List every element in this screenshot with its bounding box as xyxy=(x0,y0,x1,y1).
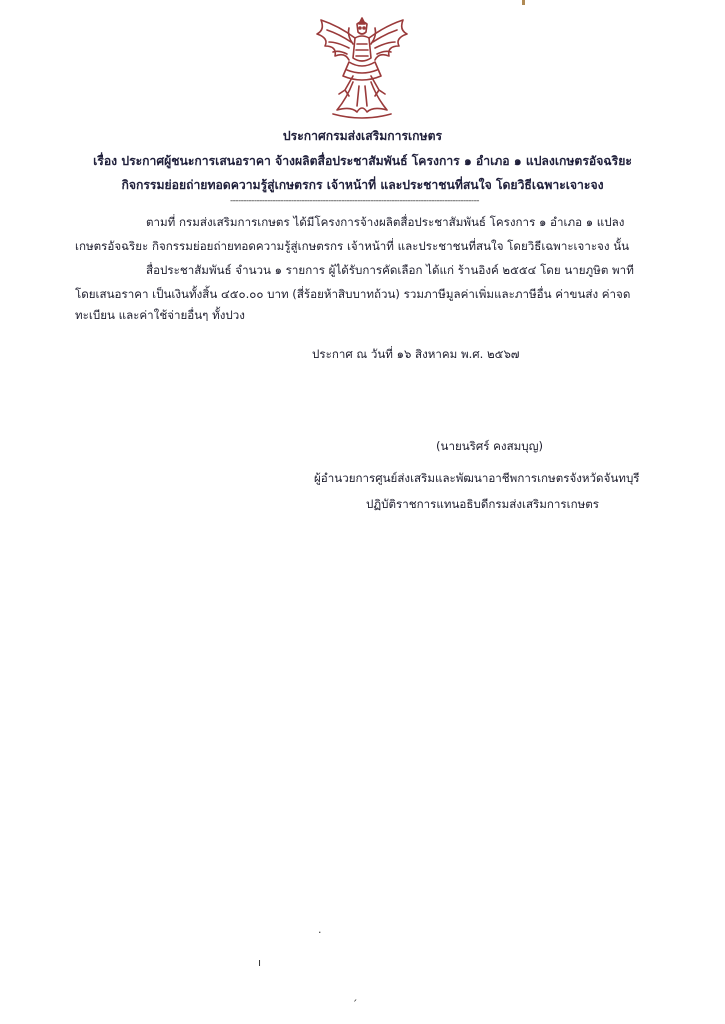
subject-line-continued: กิจกรรมย่อยถ่ายทอดความรู้สู่เกษตรกร เจ้าหน้าที่ และประชาชนที่สนใจ โดยวิธีเฉพาะเจาะจง xyxy=(121,178,604,192)
announcement-date: ประกาศ ณ วันที่ ๑๖ สิงหาคม พ.ศ. ๒๕๖๗ xyxy=(312,347,520,361)
stray-mark: ´ xyxy=(352,998,358,1011)
signer-position: ผู้อำนวยการศูนย์ส่งเสริมและพัฒนาอาชีพการเกษตรจังหวัดจันทบุรี xyxy=(314,471,640,485)
body-line: เกษตรอัจฉริยะ กิจกรรมย่อยถ่ายทอดความรู้สู่เกษตรกร เจ้าหน้าที่ และประชาชนที่สนใจ โดยวิธีเฉพาะเจาะจง นั้น xyxy=(75,239,630,253)
signer-name: (นายนริศร์ คงสมบุญ) xyxy=(436,439,544,453)
body-line: โดยเสนอราคา เป็นเงินทั้งสิ้น ๔๕๐.๐๐ บาท (สี่ร้อยห้าสิบบาทถ้วน) รวมภาษีมูลค่าเพิ่มและภาษีอื่น ค่าขนส่ง ค่าจด xyxy=(75,287,631,301)
stray-mark: · xyxy=(318,926,322,939)
garuda-emblem-icon xyxy=(303,14,421,122)
body-line: ตามที่ กรมส่งเสริมการเกษตร ได้มีโครงการจ้างผลิตสื่อประชาสัมพันธ์ โครงการ ๑ อำเภอ ๑ แปลง xyxy=(146,215,625,229)
corner-scan-mark xyxy=(522,0,525,5)
agency-title: ประกาศกรมส่งเสริมการเกษตร xyxy=(282,129,443,143)
body-line: สื่อประชาสัมพันธ์ จำนวน ๑ รายการ ผู้ได้รับการคัดเลือก ได้แก่ ร้านอิงค์ ๒๕๕๔ โดย นายภูษิต พาที xyxy=(146,263,634,277)
body-line: ทะเบียน และค่าใช้จ่ายอื่นๆ ทั้งปวง xyxy=(75,308,245,322)
stray-mark: ı xyxy=(258,956,262,969)
signer-acting-title: ปฏิบัติราชการแทนอธิบดีกรมส่งเสริมการเกษตร xyxy=(366,497,600,511)
subject-line: เรื่อง ประกาศผู้ชนะการเสนอราคา จ้างผลิตสื่อประชาสัมพันธ์ โครงการ ๑ อำเภอ ๑ แปลงเกษตรอัจฉริยะ xyxy=(93,154,632,168)
dashed-separator: ---------------------------------------------------------------------------------------------- xyxy=(230,196,479,206)
